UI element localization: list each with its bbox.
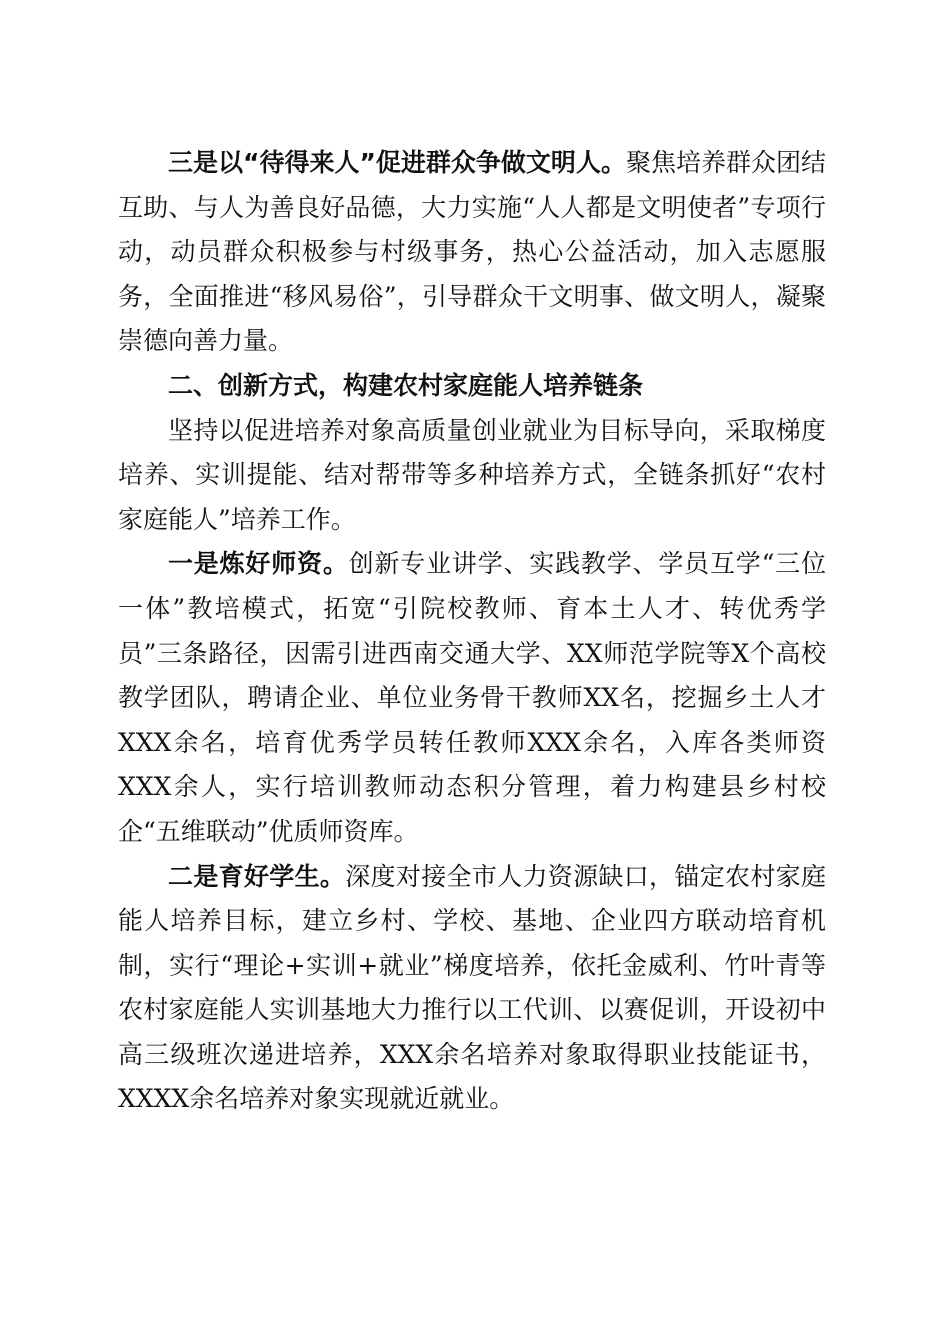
paragraph-teachers xyxy=(118,542,826,854)
paragraph-lead: 三是以“待得来人”促进群众争做文明人。 xyxy=(168,148,626,177)
paragraph-text: 深度对接全市人力资源缺口，锚定农村家庭能人培养目标，建立乡村、学校、基地、企业四方联动培育机制，实行“理论+实训+就业”梯度培养，依托金威利、竹叶青等农村家庭能人实训基地大力推行以工代训、以赛促训，开设初中高三级班次递进培养，XXX余名培养对象取得职业技能证书，XXXX余名培养对象实现就近就业。 xyxy=(118,861,826,1114)
paragraph-section-intro xyxy=(118,409,826,543)
paragraph-text: 聚焦培养群众团结互助、与人为善良好品德，大力实施“人人都是文明使者”专项行动，动员群众积极参与村级事务，热心公益活动，加入志愿服务，全面推进“移风易俗”，引导群众干文明事、做文明人，凝聚崇德向善力量。 xyxy=(118,148,826,356)
paragraph-students xyxy=(118,855,826,1123)
paragraph-civilized-people xyxy=(118,141,826,364)
section-heading: 二、创新方式，构建农村家庭能人培养链条 xyxy=(168,370,644,400)
paragraph-lead: 一是炼好师资。 xyxy=(168,549,349,579)
paragraph-lead: 二是育好学生。 xyxy=(168,861,346,891)
paragraph-text: 创新专业讲学、实践教学、学员互学“三位一体”教培模式，拓宽“引院校教师、育本土人才、转优秀学员”三条路径，因需引进西南交通大学、XX师范学院等X个高校教学团队，聘请企业、单位业务骨干教师XX名，挖掘乡土人才XXX余名，培育优秀学员转任教师XXX余名，入库各类师资XXX余人，实行培训教师动态积分管理，着力构建县乡村校企“五维联动”优质师资库。 xyxy=(118,549,826,846)
paragraph-text: 坚持以促进培养对象高质量创业就业为目标导向，采取梯度培养、实训提能、结对帮带等多种培养方式，全链条抓好“农村家庭能人”培养工作。 xyxy=(118,415,826,534)
document-body xyxy=(118,141,826,1122)
